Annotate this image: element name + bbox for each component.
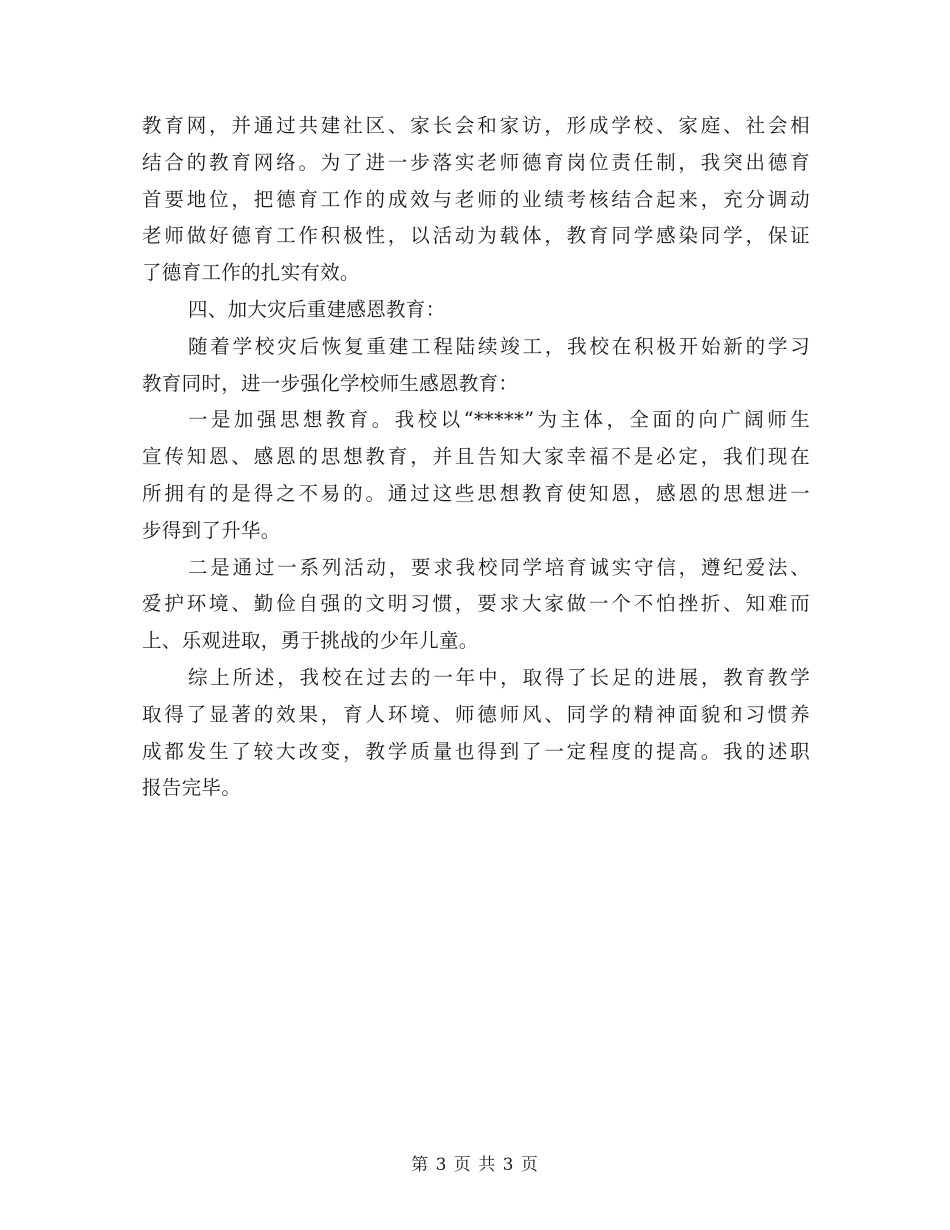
text-line: 所拥有的是得之不易的。通过这些思想教育使知恩，感恩的思想进一	[142, 481, 810, 505]
text-line: 成都发生了较大改变，教学质量也得到了一定程度的提高。我的述职	[142, 739, 810, 763]
text-line: 老师做好德育工作积极性，以活动为载体，教育同学感染同学，保证	[142, 224, 810, 248]
text-line: 首要地位，把德育工作的成效与老师的业绩考核结合起来，充分调动	[142, 187, 810, 211]
text-line: 结合的教育网络。为了进一步落实老师德育岗位责任制，我突出德育	[142, 150, 810, 174]
document-body	[142, 108, 810, 807]
text-line: 宣传知恩、感恩的思想教育，并且告知大家幸福不是必定，我们现在	[142, 445, 810, 469]
page-footer: 第 3 页 共 3 页	[411, 1155, 539, 1175]
text-line: 四、加大灾后重建感恩教育：	[188, 297, 446, 321]
text-line: 了德育工作的扎实有效。	[142, 261, 360, 285]
text-line: 教育网，并通过共建社区、家长会和家访，形成学校、家庭、社会相	[142, 114, 810, 137]
text-line: 取得了显著的效果，育人环境、师德师风、同学的精神面貌和习惯养	[142, 702, 810, 726]
text-line: 爱护环境、勤俭自强的文明习惯，要求大家做一个不怕挫折、知难而	[142, 592, 810, 616]
text-line: 步得到了升华。	[142, 518, 281, 542]
text-line: 二是通过一系列活动，要求我校同学培育诚实守信，遵纪爱法、	[188, 555, 810, 579]
text-line: 一是加强思想教育。我校以“*****”为主体，全面的向广阔师生	[188, 408, 810, 432]
text-line: 教育同时，进一步强化学校师生感恩教育：	[142, 371, 519, 395]
text-line: 上、乐观进取，勇于挑战的少年儿童。	[142, 629, 479, 653]
text-line: 报告完毕。	[142, 776, 242, 800]
text-line: 随着学校灾后恢复重建工程陆续竣工，我校在积极开始新的学习	[188, 334, 810, 358]
text-line: 综上所述，我校在过去的一年中，取得了长足的进展，教育教学	[188, 665, 810, 689]
